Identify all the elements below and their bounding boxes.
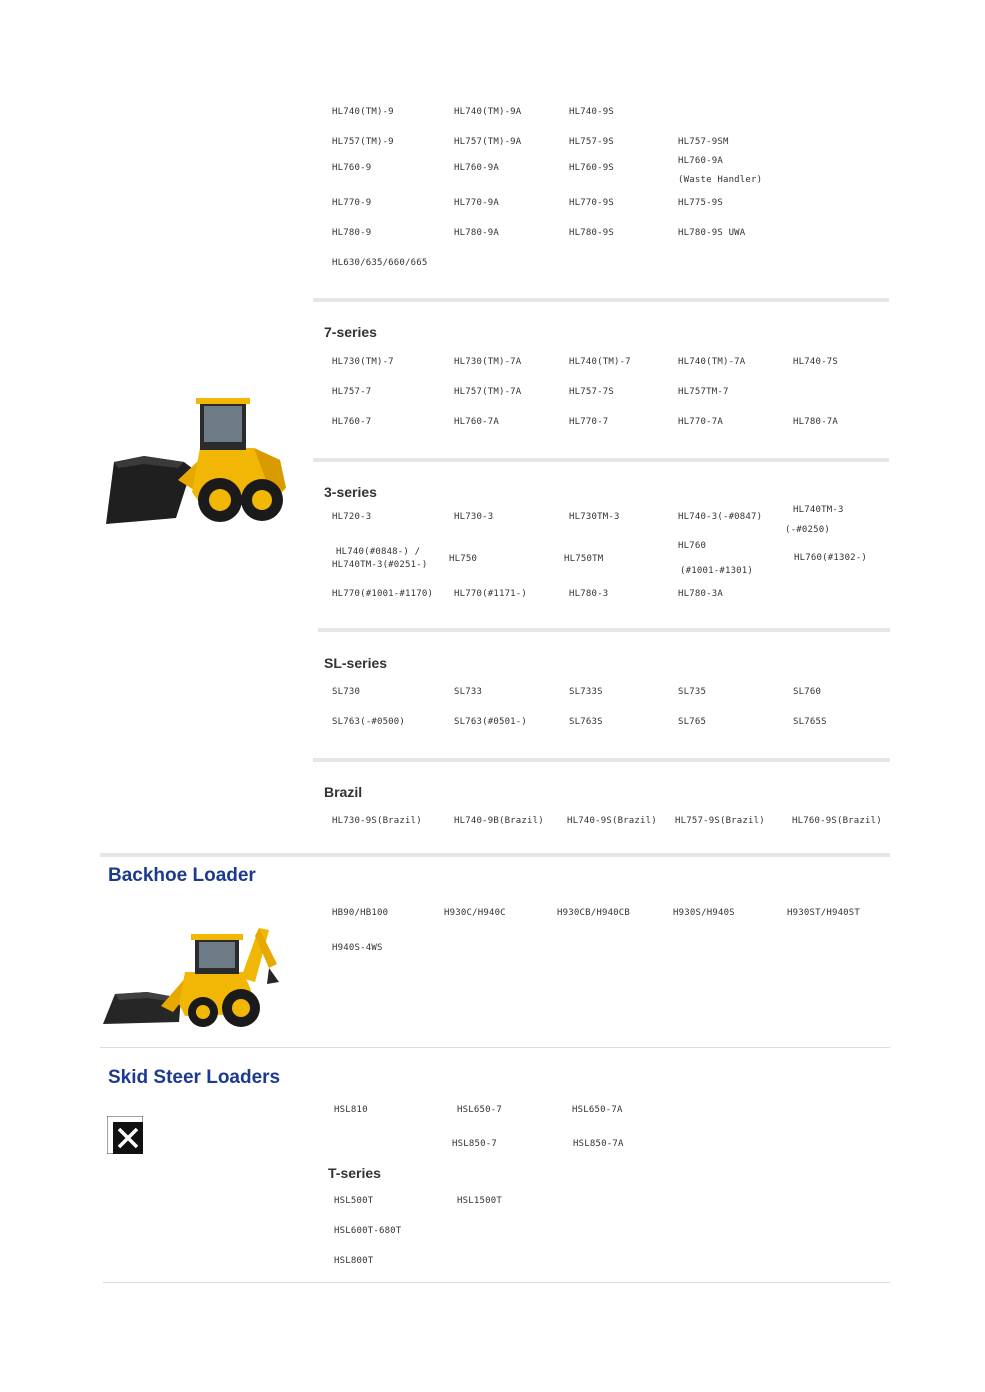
model-name: HL770-9 — [332, 198, 372, 208]
model-name: SL765 — [678, 717, 707, 727]
model-note: (-#0250) — [785, 525, 830, 535]
model-name: HL757-9S — [569, 137, 614, 147]
category-title: Skid Steer Loaders — [108, 1067, 281, 1088]
model-name: H930C/H940C — [444, 908, 506, 918]
model-name: HL730TM-3 — [569, 512, 620, 522]
series-title: 7-series — [324, 324, 377, 340]
model-name: SL765S — [793, 717, 827, 727]
model-name: HL770(#1001-#1170) — [332, 589, 434, 599]
model-name: HL770-7A — [678, 417, 723, 427]
section-divider — [313, 298, 889, 302]
model-name: HL757-7 — [332, 387, 372, 397]
model-name: H940S-4WS — [332, 943, 383, 953]
model-name: HB90/HB100 — [332, 908, 389, 918]
model-name: HL750TM — [564, 554, 604, 564]
model-name: HL740(TM)-7 — [569, 357, 631, 367]
model-name: HL757TM-7 — [678, 387, 729, 397]
model-name: HL740TM-3(#0251-) — [332, 560, 428, 570]
model-name: HL757(TM)-7A — [454, 387, 522, 397]
model-name: HL740-9S(Brazil) — [567, 816, 657, 826]
section-divider — [313, 758, 890, 762]
model-name: HL760-9 — [332, 163, 372, 173]
category-divider — [100, 853, 890, 857]
model-name: HSL850-7A — [573, 1139, 624, 1149]
model-name: HL770-9S — [569, 198, 614, 208]
model-name: HSL810 — [334, 1105, 368, 1115]
model-name: HL770-9A — [454, 198, 499, 208]
model-name: H930S/H940S — [673, 908, 735, 918]
category-title: Backhoe Loader — [108, 865, 256, 886]
model-name: HL740(#0848-) / — [336, 547, 421, 557]
series-title: 3-series — [324, 484, 377, 500]
category-divider — [103, 1282, 890, 1283]
model-name: SL763(#0501-) — [454, 717, 528, 727]
model-name: SL763(-#0500) — [332, 717, 406, 727]
model-name: HSL650-7 — [457, 1105, 502, 1115]
model-name: HL770-7 — [569, 417, 609, 427]
model-name: SL733S — [569, 687, 603, 697]
broken-image-icon — [107, 1116, 143, 1154]
model-name: HL760-7A — [454, 417, 499, 427]
model-name: HL760(#1302-) — [794, 553, 868, 563]
model-name: H930ST/H940ST — [787, 908, 861, 918]
model-name: HL730-3 — [454, 512, 494, 522]
model-name: HL730(TM)-7 — [332, 357, 394, 367]
model-name: H930CB/H940CB — [557, 908, 631, 918]
model-name: HL740-9B(Brazil) — [454, 816, 544, 826]
model-name: HSL600T-680T — [334, 1226, 402, 1236]
model-name: HL757-9SM — [678, 137, 729, 147]
model-name: HL780-7A — [793, 417, 838, 427]
model-name: HL750 — [449, 554, 478, 564]
model-name: HSL850-7 — [452, 1139, 497, 1149]
model-name: SL763S — [569, 717, 603, 727]
section-divider — [318, 628, 890, 632]
series-title: SL-series — [324, 655, 388, 671]
model-name: HL780-9S — [569, 228, 614, 238]
model-name: HL740-7S — [793, 357, 838, 367]
model-name: HL780-3A — [678, 589, 723, 599]
model-name: SL733 — [454, 687, 483, 697]
model-name: HL780-9 — [332, 228, 372, 238]
backhoe-loader-image — [101, 922, 281, 1028]
model-name: HL757-9S(Brazil) — [675, 816, 765, 826]
wheel-loader-image — [104, 396, 288, 532]
model-name: HL760-9A — [678, 156, 723, 166]
model-name: HL730-9S(Brazil) — [332, 816, 422, 826]
section-divider — [313, 458, 889, 462]
model-name: HL740(TM)-9 — [332, 107, 394, 117]
model-name: HL760-7 — [332, 417, 372, 427]
model-name: HL740-3(-#0847) — [678, 512, 763, 522]
series-title: Brazil — [324, 784, 363, 800]
model-note: (#1001-#1301) — [680, 566, 754, 576]
model-name: HL740-9S — [569, 107, 614, 117]
model-name: HL760-9A — [454, 163, 499, 173]
model-name: HL757(TM)-9A — [454, 137, 522, 147]
model-name: HL730(TM)-7A — [454, 357, 522, 367]
model-name: HL760-9S — [569, 163, 614, 173]
model-name: SL735 — [678, 687, 707, 697]
model-name: HL775-9S — [678, 198, 723, 208]
model-name: HSL500T — [334, 1196, 374, 1206]
model-name: HL630/635/660/665 — [332, 258, 428, 268]
model-name: HL780-9A — [454, 228, 499, 238]
model-name: SL730 — [332, 687, 361, 697]
model-name: SL760 — [793, 687, 822, 697]
model-name: HL780-3 — [569, 589, 609, 599]
model-name: HSL1500T — [457, 1196, 502, 1206]
model-name: HL780-9S UWA — [678, 228, 746, 238]
model-name: HL720-3 — [332, 512, 372, 522]
model-name: HL740TM-3 — [793, 505, 844, 515]
series-title: T-series — [328, 1165, 381, 1181]
model-name: HSL650-7A — [572, 1105, 623, 1115]
model-name: HL760 — [678, 541, 707, 551]
category-divider — [100, 1047, 890, 1048]
model-name: HL770(#1171-) — [454, 589, 528, 599]
model-note: (Waste Handler) — [678, 175, 763, 185]
model-name: HSL800T — [334, 1256, 374, 1266]
model-name: HL740(TM)-7A — [678, 357, 746, 367]
model-name: HL757-7S — [569, 387, 614, 397]
model-name: HL740(TM)-9A — [454, 107, 522, 117]
model-name: HL757(TM)-9 — [332, 137, 394, 147]
model-name: HL760-9S(Brazil) — [792, 816, 882, 826]
